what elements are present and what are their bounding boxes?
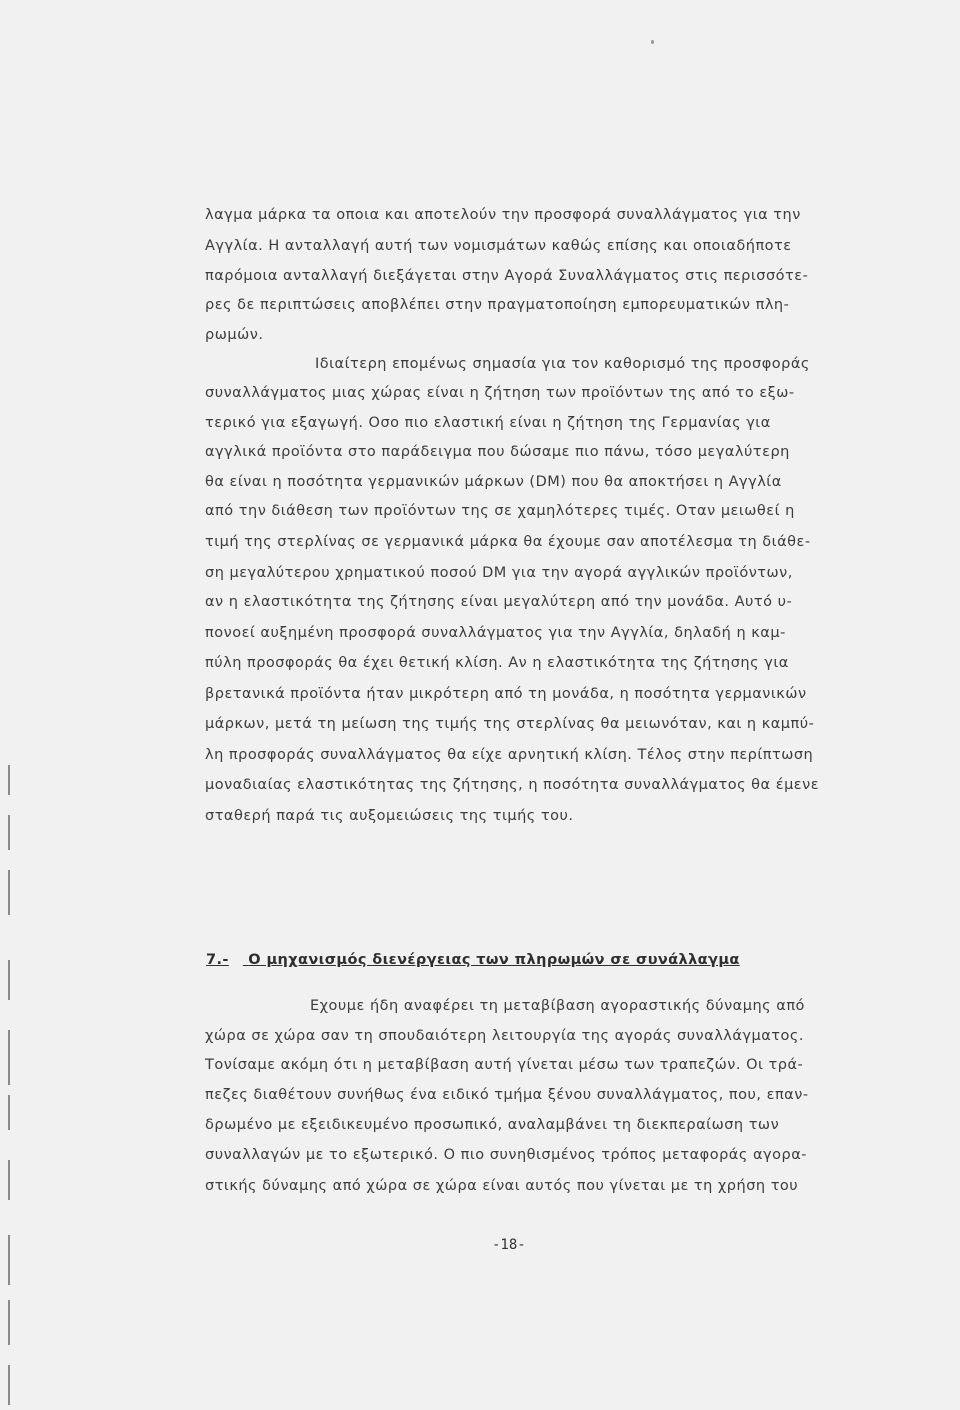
section-number: 7.- bbox=[206, 952, 229, 968]
text-line: τερικό για εξαγωγή. Οσο πιο ελαστική είναι η ζήτηση της Γερμανίας για bbox=[205, 415, 771, 431]
text-line: πύλη προσφοράς θα έχει θετική κλίση. Αν η ελαστικότητα της ζήτησης για bbox=[205, 655, 789, 671]
text-line: μάρκων, μετά τη μείωση της τιμής της στερλίνας θα μειωνόταν, και η καμπύ- bbox=[205, 716, 815, 732]
text-line: ση μεγαλύτερου χρηματικού ποσού DM για την αγορά αγγλικών προϊόντων, bbox=[205, 565, 793, 581]
text-line: αγγλικά προϊόντα στο παράδειγμα που δώσαμε πιο πάνω, τόσο μεγαλύτερη bbox=[205, 444, 790, 460]
text-line: ρες δε περιπτώσεις αποβλέπει στην πραγματοποίηση εμπορευματικών πλη- bbox=[205, 297, 790, 313]
section-heading bbox=[206, 952, 740, 968]
text-line: δρωμένο με εξειδικευμένο προσωπικό, αναλαμβάνει τη διεκπεραίωση των bbox=[205, 1117, 780, 1133]
margin-scan-mark bbox=[8, 870, 10, 915]
text-line: λαγμα μάρκα τα οποια και αποτελούν την προσφορά συναλλάγματος για την bbox=[205, 207, 801, 223]
margin-scan-mark bbox=[8, 960, 10, 1000]
margin-scan-mark bbox=[8, 1030, 10, 1085]
text-line: χώρα σε χώρα σαν τη σπουδαιότερη λειτουργία της αγοράς συναλλάγματος. bbox=[205, 1028, 805, 1044]
margin-scan-mark bbox=[8, 1365, 10, 1405]
text-line: συναλλάγματος μιας χώρας είναι η ζήτηση των προϊόντων της από το εξω- bbox=[205, 385, 795, 401]
text-line: Τονίσαμε ακόμη ότι η μεταβίβαση αυτή γίνεται μέσω των τραπεζών. Οι τρά- bbox=[205, 1057, 804, 1073]
margin-scan-mark bbox=[8, 1300, 10, 1345]
margin-scan-mark bbox=[8, 1160, 10, 1200]
text-line: Εχουμε ήδη αναφέρει τη μεταβίβαση αγοραστικής δύναμης από bbox=[310, 998, 805, 1014]
text-line: παρόμοια ανταλλαγή διεξάγεται στην Αγορά Συναλλάγματος στις περισσότε- bbox=[205, 268, 809, 284]
margin-scan-mark bbox=[8, 815, 10, 850]
text-line: πεζες διαθέτουν συνήθως ένα ειδικό τμήμα ξένου συναλλάγματος, που, επαν- bbox=[205, 1087, 809, 1103]
text-line: από την διάθεση των προϊόντων της σε χαμηλότερες τιμές. Οταν μειωθεί η bbox=[205, 503, 795, 519]
text-line: Ιδιαίτερη επομένως σημασία για τον καθορισμό της προσφοράς bbox=[315, 356, 810, 372]
page-number: -18- bbox=[492, 1237, 526, 1253]
text-line: θα είναι η ποσότητα γερμανικών μάρκων (DM) που θα αποκτήσει η Αγγλία bbox=[205, 474, 782, 490]
text-line: σταθερή παρά τις αυξομειώσεις της τιμής του. bbox=[205, 808, 574, 824]
text-line: τιμή της στερλίνας σε γερμανικά μάρκα θα έχουμε σαν αποτέλεσμα τη διάθε- bbox=[205, 534, 811, 550]
text-line: Αγγλία. Η ανταλλαγή αυτή των νομισμάτων καθώς επίσης και οποιαδήποτε bbox=[205, 238, 792, 254]
scan-speck bbox=[651, 40, 654, 44]
text-line: ρωμών. bbox=[205, 327, 264, 343]
text-line: μοναδιαίας ελαστικότητας της ζήτησης, η ποσότητα συναλλάγματος θα έμενε bbox=[205, 777, 820, 793]
margin-scan-mark bbox=[8, 765, 10, 795]
text-line: αν η ελαστικότητα της ζήτησης είναι μεγαλύτερη από την μονάδα. Αυτό υ- bbox=[205, 594, 793, 610]
margin-scan-mark bbox=[8, 1235, 10, 1285]
text-line: συναλλαγών με το εξωτερικό. Ο πιο συνηθισμένος τρόπος μεταφοράς αγορα- bbox=[205, 1147, 807, 1163]
text-line: πονοεί αυξημένη προσφορά συναλλάγματος για την Αγγλία, δηλαδή η καμ- bbox=[205, 625, 786, 641]
text-line: στικής δύναμης από χώρα σε χώρα είναι αυτός που γίνεται με τη χρήση του bbox=[205, 1178, 799, 1194]
text-line: βρετανικά προϊόντα ήταν μικρότερη από τη μονάδα, η ποσότητα γερμανικών bbox=[205, 686, 807, 702]
section-title: Ο μηχανισμός διενέργειας των πληρωμών σε συνάλλαγμα bbox=[248, 952, 740, 968]
margin-scan-mark bbox=[8, 1095, 10, 1130]
text-line: λη προσφοράς συναλλάγματος θα είχε αρνητική κλίση. Τέλος στην περίπτωση bbox=[205, 747, 814, 763]
